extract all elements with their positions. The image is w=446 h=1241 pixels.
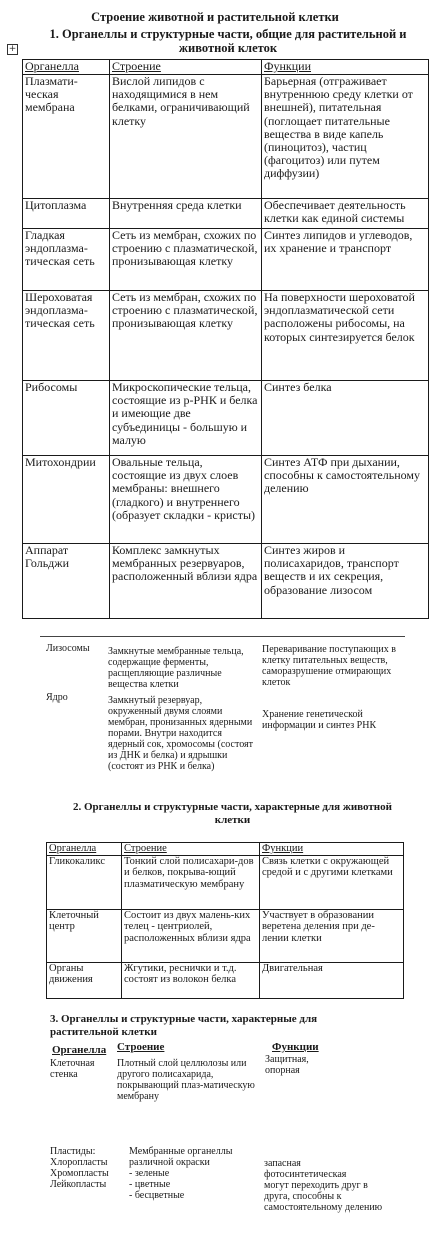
list-item-name: Ядро bbox=[46, 692, 68, 703]
plastids-function-storage: запасная bbox=[264, 1158, 301, 1169]
cell-wall-name: Клеточная стенка bbox=[50, 1058, 95, 1080]
divider-line bbox=[40, 636, 405, 637]
table-header-row bbox=[47, 843, 404, 856]
cell-organelle: Митохондрии bbox=[23, 456, 110, 544]
cell-organelle: Гладкая эндоплазма-тическая сеть bbox=[23, 229, 110, 291]
list-item-function: Хранение генетической информации и синтез РНК bbox=[262, 709, 377, 731]
section1-title: 1. Органеллы и структурные части, общие для растительной и животной клеток bbox=[49, 27, 407, 55]
leucoplasts-color: - бесцветные bbox=[129, 1190, 185, 1201]
plastids-label: Пластиды: bbox=[50, 1146, 96, 1157]
section3-header-organelle: Органелла bbox=[52, 1044, 107, 1056]
header-structure: Строение bbox=[110, 60, 262, 75]
cell-function: Участвует в образовании веретена деления при де-лении клетки bbox=[260, 910, 404, 963]
table-row bbox=[23, 291, 429, 381]
plastids-names bbox=[50, 1146, 130, 1190]
header-structure: Строение bbox=[122, 843, 260, 856]
cell-wall-function: Защитная, опорная bbox=[265, 1054, 309, 1076]
cell-structure: Состоит из двух малень-ких телец - центриолей, расположенных вблизи ядра bbox=[122, 910, 260, 963]
section3-header-functions: Функции bbox=[272, 1041, 319, 1053]
section3-header-structure: Строение bbox=[117, 1041, 165, 1053]
plastids-function bbox=[264, 1158, 384, 1213]
chromoplasts-label: Хромопласты bbox=[50, 1168, 109, 1179]
cell-function: На поверхности шероховатой эндоплазматической сети расположены рибосомы, на которых синтезируется белок bbox=[262, 291, 429, 381]
header-functions: Функции bbox=[262, 60, 429, 75]
plastids-structure-text: Мембранные органеллы различной окраски bbox=[129, 1146, 233, 1168]
cell-structure: Комплекс замкнутых мембранных резервуаров, расположенный вблизи ядра bbox=[110, 544, 262, 619]
list-item-structure: Замкнутый резервуар, окруженный двумя слоями мембран, пронизанных ядерными порами. Внутри находится ядерный сок, хромосомы (состоят из ДНК и белка) и ядрышки (состоят из РНК и белка) bbox=[108, 695, 253, 772]
cell-function: Обеспечивает деятельность клетки как единой системы bbox=[262, 199, 429, 229]
header-organelle: Органелла bbox=[23, 60, 110, 75]
table-header-row bbox=[23, 60, 429, 75]
header-functions: Функции bbox=[260, 843, 404, 856]
cell-structure: Микроскопические тельца, состоящие из р-РНК и белка и имеющие две субъединицы - большую и малую bbox=[110, 381, 262, 456]
section3-title: 3. Органеллы и структурные части, характерные для растительной клетки bbox=[50, 1013, 318, 1038]
list-item-name: Лизосомы bbox=[46, 643, 90, 654]
cell-function: Двигательная bbox=[260, 963, 404, 999]
section2-title: 2. Органеллы и структурные части, характерные для животной клетки bbox=[73, 801, 392, 826]
cell-structure: Внутренняя среда клетки bbox=[110, 199, 262, 229]
cell-organelle: Аппарат Гольджи bbox=[23, 544, 110, 619]
table-row bbox=[23, 544, 429, 619]
leucoplasts-label: Лейкопласты bbox=[50, 1179, 107, 1190]
table-row bbox=[23, 75, 429, 199]
cell-wall-structure: Плотный слой целлюлозы или другого полисахарида, покрывающий плаз-матическую мембрану bbox=[117, 1058, 255, 1102]
page-title: Строение животной и растительной клетки bbox=[91, 10, 339, 24]
cell-organelle: Органы движения bbox=[47, 963, 122, 999]
table-row bbox=[47, 910, 404, 963]
cell-organelle: Плазмати-ческая мембрана bbox=[23, 75, 110, 199]
cell-organelle: Клеточный центр bbox=[47, 910, 122, 963]
table-row bbox=[47, 856, 404, 910]
cell-structure: Тонкий слой полисахари-дов и белков, покрыва-ющий плазматическую мембрану bbox=[122, 856, 260, 910]
cell-function: Синтез жиров и полисахаридов, транспорт веществ и их секреция, образование лизосом bbox=[262, 544, 429, 619]
cell-organelle: Рибосомы bbox=[23, 381, 110, 456]
table-row bbox=[23, 199, 429, 229]
cell-structure: Жгутики, реснички и т.д. состоят из волокон белка bbox=[122, 963, 260, 999]
cell-structure: Сеть из мембран, схожих по строению с плазматической, пронизывающая клетку bbox=[110, 229, 262, 291]
plastids-function-photosynthesis: фотосинтетическая bbox=[264, 1169, 347, 1180]
cell-organelle: Шероховатая эндоплазма-тическая сеть bbox=[23, 291, 110, 381]
cell-organelle: Гликокаликс bbox=[47, 856, 122, 910]
cell-function: Связь клетки с окружающей средой и с другими клетками bbox=[260, 856, 404, 910]
chromoplasts-color: - цветные bbox=[129, 1179, 171, 1190]
cell-function: Синтез белка bbox=[262, 381, 429, 456]
header-organelle: Органелла bbox=[47, 843, 122, 856]
cell-function: Синтез АТФ при дыхании, способны к самостоятельному делению bbox=[262, 456, 429, 544]
table-row bbox=[23, 381, 429, 456]
table-row bbox=[23, 229, 429, 291]
chloroplasts-color: - зеленые bbox=[129, 1168, 170, 1179]
cell-function: Синтез липидов и углеводов, их хранение и транспорт bbox=[262, 229, 429, 291]
cell-structure: Вислой липидов с находящимися в нем белками, ограничивающий клетку bbox=[110, 75, 262, 199]
chloroplasts-label: Хлоропласты bbox=[50, 1157, 108, 1168]
cell-structure: Овальные тельца, состоящие из двух слоев мембраны: внешнего (гладкого) и внутреннего (образует складки - кристы) bbox=[110, 456, 262, 544]
table-animal-organelles bbox=[46, 842, 404, 999]
plastids-structure bbox=[129, 1146, 249, 1201]
plastids-function-transformation: могут переходить друг в друга, способны к самостоятельному делению bbox=[264, 1180, 383, 1213]
list-item-structure: Замкнутые мембранные тельца, содержащие ферменты, расщепляющие различные вещества клетки bbox=[108, 646, 244, 690]
cell-structure: Сеть из мембран, схожих по строению с плазматической, пронизывающая клетку bbox=[110, 291, 262, 381]
list-item-function: Переваривание поступающих в клетку питательных веществ, саморазрушение отмирающих клеток bbox=[262, 644, 396, 688]
table-common-organelles bbox=[22, 59, 429, 619]
cell-function: Барьерная (отграживает внутреннюю среду клетки от внешней), питательная (поглощает питательные вещества в виде капель (пиноцитоз), частиц (фагоцитоз) или путем диффузии) bbox=[262, 75, 429, 199]
table-row bbox=[47, 963, 404, 999]
table-row bbox=[23, 456, 429, 544]
table-move-handle-icon[interactable]: + bbox=[8, 44, 17, 54]
cell-organelle: Цитоплазма bbox=[23, 199, 110, 229]
